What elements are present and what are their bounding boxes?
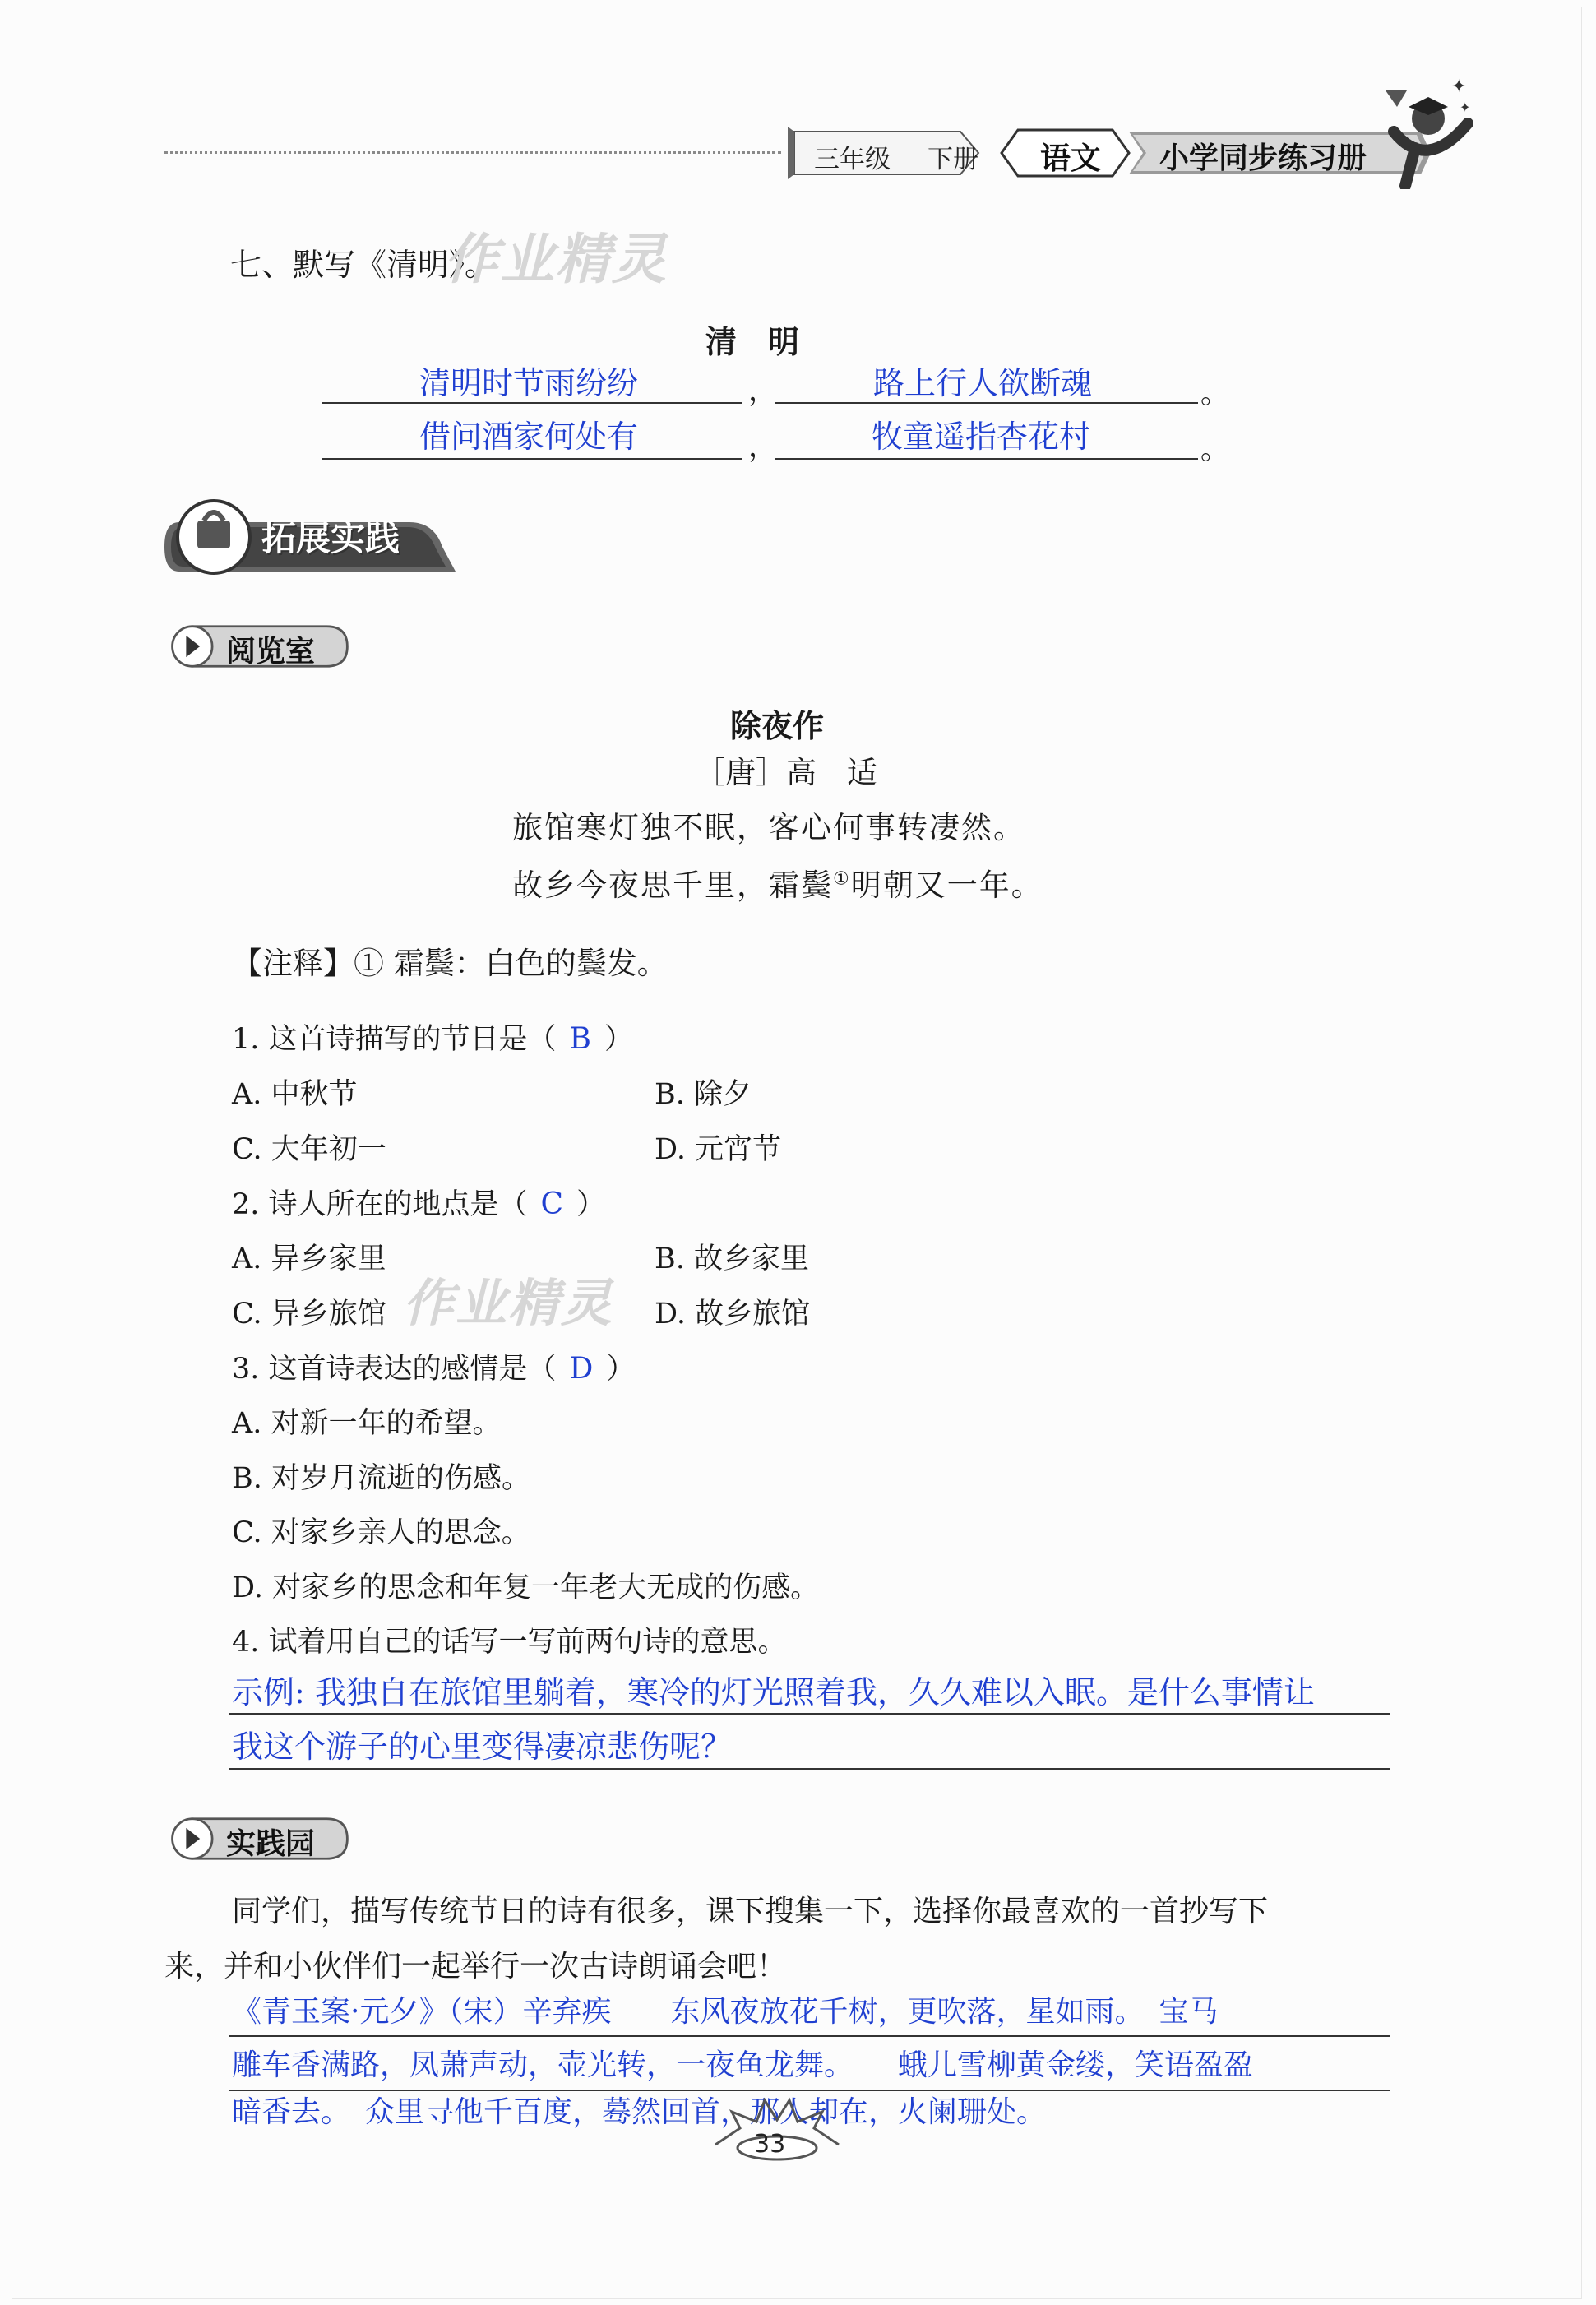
q3-answer: D bbox=[569, 1352, 594, 1386]
q2-option-c: C. 异乡旅馆 bbox=[232, 1298, 386, 1331]
q1-option-a: A. 中秋节 bbox=[232, 1078, 358, 1111]
reading-poem-line-2a: 故乡今夜思千里，霜鬓 bbox=[512, 868, 833, 903]
q1-close: ） bbox=[604, 1023, 634, 1056]
poem-line-2b: 牧童遥指杏花村 bbox=[872, 419, 1091, 455]
header-volume: 下册 bbox=[928, 145, 978, 174]
answer-line bbox=[229, 2035, 1390, 2037]
q3-option-b: B. 对岁月流逝的伤感。 bbox=[232, 1462, 530, 1495]
poem-line-1b: 路上行人欲断魂 bbox=[873, 365, 1093, 401]
header-dotted-line bbox=[164, 151, 781, 154]
q4-answer-line-2: 我这个游子的心里变得凄凉悲伤呢？ bbox=[232, 1729, 733, 1765]
page-number: 33 bbox=[754, 2130, 786, 2159]
answer-line bbox=[229, 1768, 1390, 1770]
q2-answer: C bbox=[540, 1187, 564, 1221]
footnote-mark: ① bbox=[833, 868, 851, 890]
q1-option-d: D. 元宵节 bbox=[655, 1133, 782, 1166]
practice-pill-label: 实践园 bbox=[226, 1827, 316, 1861]
q1-answer: B bbox=[569, 1022, 591, 1056]
q3-stem bbox=[232, 1351, 635, 1386]
q1-stem-text: 1. 这首诗描写的节日是（ bbox=[232, 1023, 557, 1056]
reading-poem-line-2 bbox=[512, 868, 1043, 904]
watermark: 作业精灵 bbox=[444, 228, 668, 291]
poem-end: 。 bbox=[1200, 433, 1230, 466]
q3-option-c: C. 对家乡亲人的思念。 bbox=[232, 1516, 530, 1549]
q2-option-b: B. 故乡家里 bbox=[655, 1243, 809, 1275]
reading-note: 【注释】① 霜鬓：白色的鬓发。 bbox=[232, 946, 668, 981]
q2-stem bbox=[232, 1187, 605, 1222]
poem-sep: ， bbox=[748, 431, 778, 464]
q3-option-a: A. 对新一年的希望。 bbox=[232, 1407, 502, 1440]
q3-stem-text: 3. 这首诗表达的感情是（ bbox=[232, 1353, 557, 1386]
reading-poem-line-1: 旅馆寒灯独不眠，客心何事转凄然。 bbox=[512, 810, 1025, 845]
blank-line bbox=[775, 458, 1198, 460]
practice-prompt-line-2: 来，并和小伙伴们一起举行一次古诗朗诵会吧！ bbox=[164, 1950, 787, 1983]
q1-option-b: B. 除夕 bbox=[655, 1078, 752, 1111]
header-subject: 语文 bbox=[1040, 140, 1101, 176]
practice-answer-line-1: 《青玉案·元夕》（宋）辛弃疾 东风夜放花千树，更吹落，星如雨。 宝马 bbox=[232, 1995, 1219, 2029]
q3-close: ） bbox=[606, 1353, 636, 1386]
reading-pill-label: 阅览室 bbox=[226, 635, 316, 669]
poem-sep: ， bbox=[748, 375, 778, 408]
svg-text:✦: ✦ bbox=[1451, 76, 1467, 97]
practice-prompt-line-1: 同学们，描写传统节日的诗有很多，课下搜集一下，选择你最喜欢的一首抄写下 bbox=[232, 1895, 1269, 1928]
answer-line bbox=[229, 1713, 1390, 1715]
blank-line bbox=[322, 402, 742, 404]
practice-answer-line-2: 雕车香满路，凤萧声动，壶光转，一夜鱼龙舞。 蛾儿雪柳黄金缕，笑语盈盈 bbox=[232, 2048, 1254, 2082]
q4-stem: 4. 试着用自己的话写一写前两句诗的意思。 bbox=[232, 1626, 787, 1659]
svg-text:✦: ✦ bbox=[1460, 100, 1471, 115]
watermark: 作业精灵 bbox=[403, 1273, 614, 1333]
q3-option-d: D. 对家乡的思念和年复一年老大无成的伤感。 bbox=[232, 1571, 820, 1604]
mascot-icon bbox=[1369, 74, 1476, 189]
poem-line-2a: 借问酒家何处有 bbox=[419, 419, 639, 455]
q2-close: ） bbox=[576, 1188, 606, 1221]
header-book-title: 小学同步练习册 bbox=[1159, 141, 1367, 175]
practice-answer-line-3: 暗香去。 众里寻他千百度，蓦然回首，那人却在，火阑珊处。 bbox=[232, 2095, 1047, 2129]
blank-line bbox=[775, 402, 1198, 404]
reading-poem-line-2b: 明朝又一年。 bbox=[850, 868, 1043, 903]
q2-option-a: A. 异乡家里 bbox=[232, 1243, 386, 1275]
q1-stem bbox=[232, 1021, 633, 1057]
q1-option-c: C. 大年初一 bbox=[232, 1133, 386, 1166]
section7-poem-title: 清 明 bbox=[705, 324, 800, 360]
expansion-banner-label: 拓展实践 bbox=[261, 518, 400, 558]
header-grade: 三年级 bbox=[814, 145, 891, 174]
blank-line bbox=[322, 458, 742, 460]
poem-line-1a: 清明时节雨纷纷 bbox=[419, 365, 639, 401]
poem-end: 。 bbox=[1200, 377, 1230, 410]
q2-option-d: D. 故乡旅馆 bbox=[655, 1298, 811, 1331]
reading-poem-author: ［唐］高 适 bbox=[695, 755, 877, 790]
section7-heading: 七、默写《清明》。 bbox=[230, 247, 497, 283]
reading-poem-title: 除夜作 bbox=[730, 708, 825, 744]
q2-stem-text: 2. 诗人所在的地点是（ bbox=[232, 1188, 528, 1221]
q4-answer-line-1: 示例: 我独自在旅馆里躺着，寒冷的灯光照着我，久久难以入眠。是什么事情让 bbox=[232, 1674, 1315, 1710]
